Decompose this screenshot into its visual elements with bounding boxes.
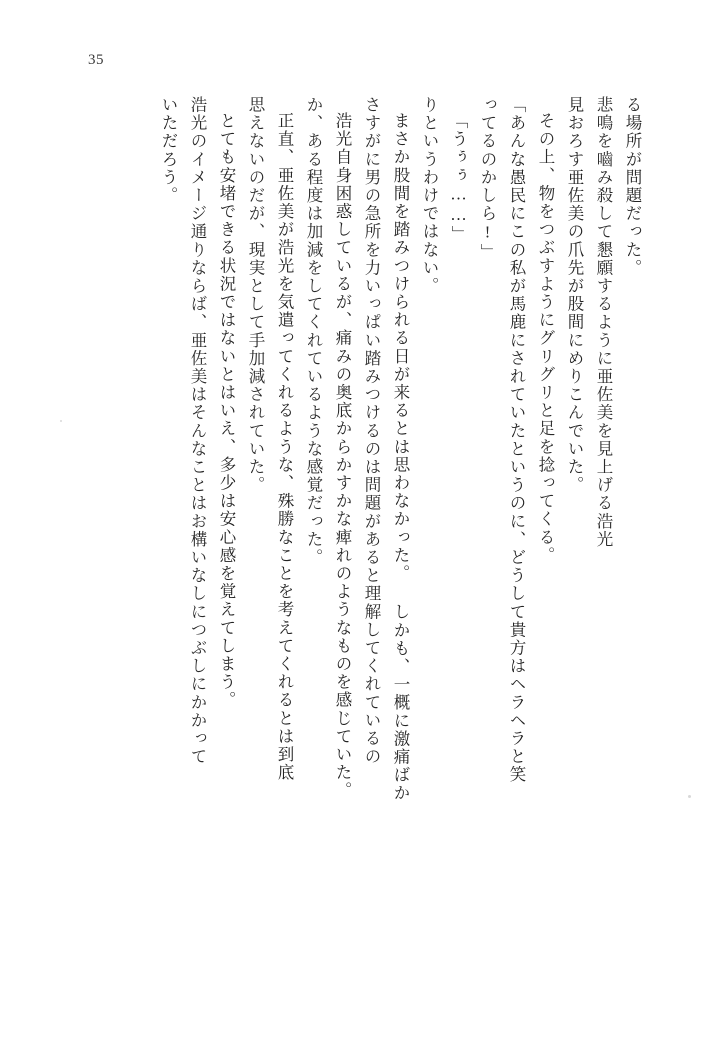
text-column: 浩光自身困惑しているが、痛みの奥底からかすかな痺れのようなものを感じていた。	[333, 112, 352, 800]
paper-speck	[60, 420, 62, 422]
text-column: いただろう。	[159, 96, 178, 205]
text-column: 「あんな愚民にこの私が馬鹿にされていたというのに、どうして貴方はヘラヘラと笑	[507, 96, 526, 784]
page-number: 35	[88, 52, 104, 68]
text-column: 「うぅぅ……」	[449, 112, 468, 244]
paper-speck	[688, 795, 691, 798]
text-column: 見おろす亜佐美の爪先が股間にめりこんでいた。	[565, 96, 584, 495]
text-column: 浩光のイメージ通りならば、亜佐美はそんなことはお構いなしにつぶしにかかって	[188, 96, 207, 766]
text-column: 思えないのだが、現実として手加減されていた。	[246, 96, 265, 495]
vertical-text-block	[80, 96, 640, 976]
text-column: る場所が問題だった。	[623, 96, 642, 277]
text-column: りというわけではない。	[420, 96, 439, 296]
text-column: とても安堵できる状況ではないとはいえ、多少は安心感を覚えてしまう。	[217, 112, 236, 710]
text-column: さすがに男の急所を力いっぱい踏みつけるのは問題があると理解してくれているの	[362, 96, 381, 766]
text-column: その上、物をつぶすようにグリグリと足を捻ってくる。	[536, 112, 555, 565]
text-column: 悲鳴を嚙み殺して懇願するように亜佐美を見上げる浩光	[594, 96, 613, 549]
text-column: ってるのかしら!」	[478, 96, 497, 262]
text-column: か、ある程度は加減をしてくれているような感覚だった。	[304, 96, 323, 567]
text-column: まさか股間を踏みつけられる日が来るとは思わなかった。 しかも、一概に激痛ばか	[391, 112, 410, 803]
text-column: 正直、亜佐美が浩光を気遣ってくれるような、殊勝なことを考えてくれるとは到底	[275, 112, 294, 782]
